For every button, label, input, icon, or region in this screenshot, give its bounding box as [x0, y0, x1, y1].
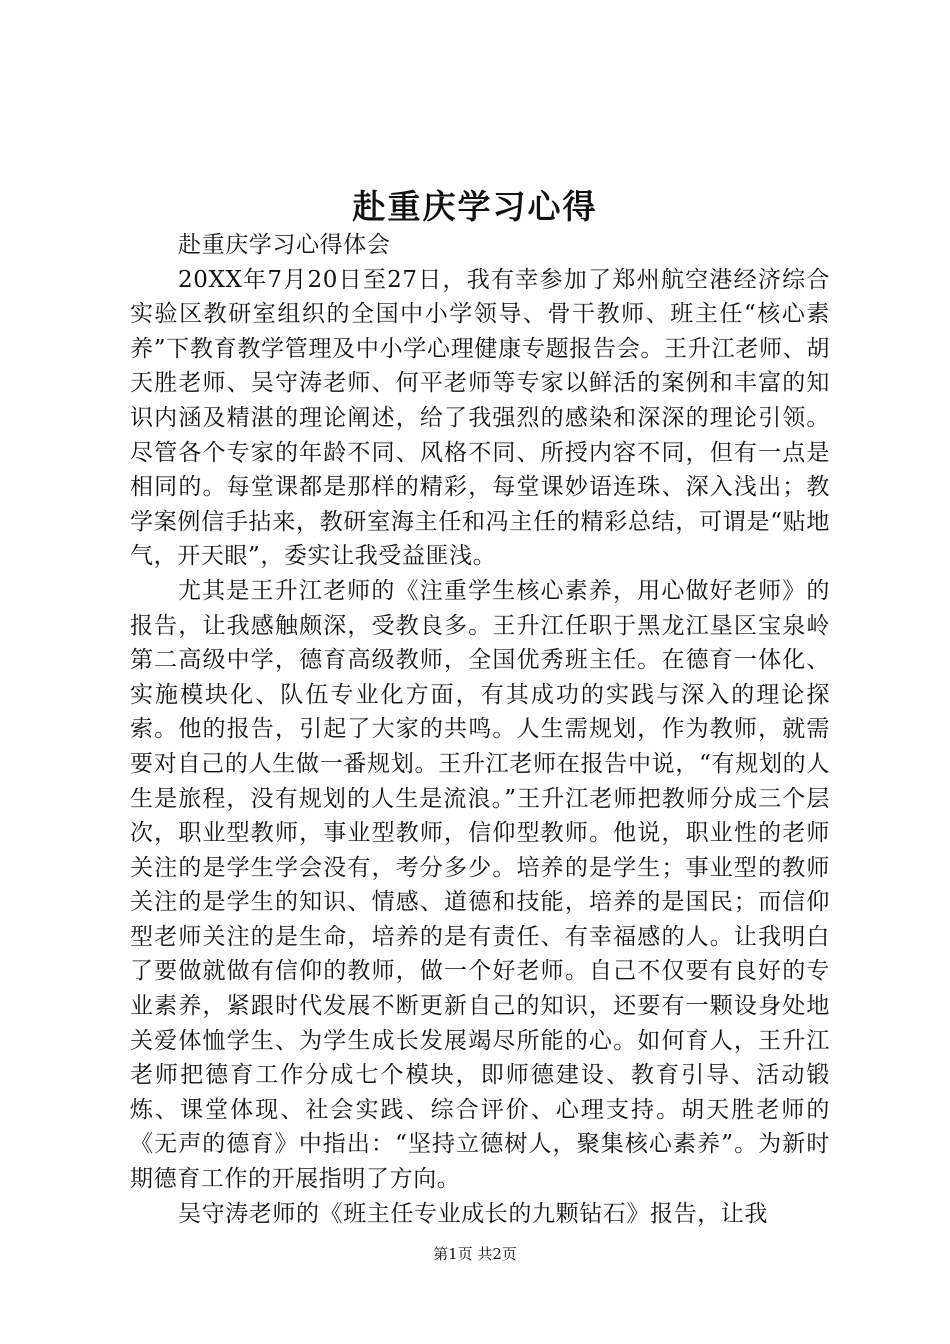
document-title: 赴重庆学习心得 [352, 187, 598, 226]
body-paragraph: 尤其是王升江老师的《注重学生核心素养，用心做好老师》的报告，让我感触颇深，受教良多。王升江任职于黑龙江垦区宝泉岭第二高级中学，德育高级教师，全国优秀班主任。在德育一体化、实施模块化、队伍专业化方面，有其成功的实践与深入的理论探索。他的报告，引起了大家的共鸣。人生需规划，作为教师，就需要对自己的人生做一番规划。王升江老师在报告中说，“有规划的人生是旅程，没有规划的人生是流浪。”王升江老师把教师分成三个层次，职业型教师，事业型教师，信仰型教师。他说，职业性的老师关注的是学生学会没有，考分多少。培养的是学生；事业型的教师关注的是学生的知识、情感、道德和技能，培养的是国民；而信仰型老师关注的是生命，培养的是有责任、有幸福感的人。让我明白了要做就做有信仰的教师，做一个好老师。自己不仅要有良好的专业素养，紧跟时代发展不断更新自己的知识，还要有一颗设身处地关爱体恤学生、为学生成长发展竭尽所能的心。如何育人，王升江老师把德育工作分成七个模块，即师德建设、教育引导、活动锻炼、课堂体现、社会实践、综合评价、心理支持。胡天胜老师的《无声的德育》中指出：“坚持立德树人，聚集核心素养”。为新时期德育工作的开展指明了方向。 [130, 577, 830, 1193]
document-body [130, 228, 830, 1231]
body-paragraph: 吴守涛老师的《班主任专业成长的九颗钻石》报告，让我 [178, 1200, 768, 1227]
body-paragraph: 20XX年7月20日至27日，我有幸参加了郑州航空港经济综合实验区教研室组织的全国中小学领导、骨干教师、班主任“核心素养”下教育教学管理及中小学心理健康专题报告会。王升江老师、胡天胜老师、吴守涛老师、何平老师等专家以鲜活的案例和丰富的知识内涵及精湛的理论阐述，给了我强烈的感染和深深的理论引领。尽管各个专家的年龄不同、风格不同、所授内容不同，但有一点是相同的。每堂课都是那样的精彩，每堂课妙语连珠、深入浅出；教学案例信手拈来，教研室海主任和冯主任的精彩总结，可谓是“贴地气，开天眼”，委实让我受益匪浅。 [130, 266, 830, 570]
subtitle-paragraph: 赴重庆学习心得体会 [178, 232, 391, 258]
page-number-footer: 第1页 共2页 [433, 1245, 517, 1263]
